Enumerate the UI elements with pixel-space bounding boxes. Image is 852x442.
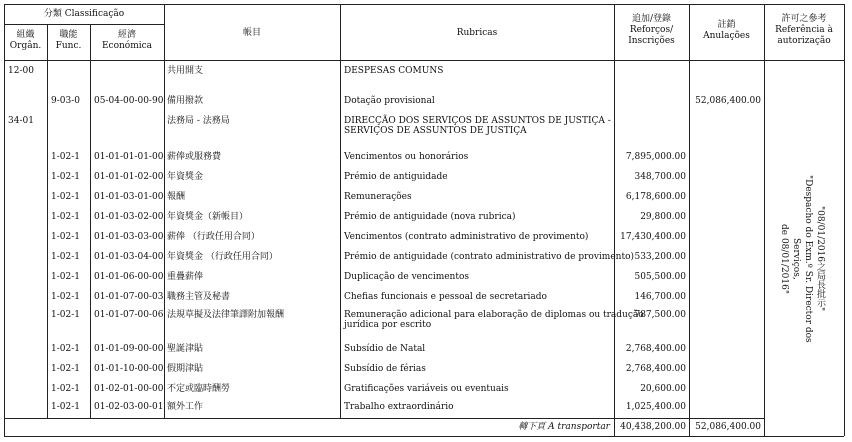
cell-rubrica-pt: DIRECÇÃO DOS SERVIÇOS DE ASSUNTOS DE JUSTIÇA -: [344, 116, 611, 126]
cell-funcional: 1-02-1: [51, 152, 80, 162]
cell-rubrica-pt-cont: jurídica por escrito: [344, 320, 432, 330]
header-economica: 經濟 Económica: [101, 30, 153, 51]
cell-reforco: 20,600.00: [640, 384, 686, 394]
cell-rubrica-pt: DESPESAS COMUNS: [344, 66, 444, 76]
cell-reforco: 787,500.00: [634, 310, 686, 320]
cell-reforco: 17,430,400.00: [620, 232, 686, 242]
cell-funcional: 9-03-0: [51, 96, 80, 106]
header-reforcos: 追加/登錄 Reforços/ Inscrições: [628, 14, 675, 46]
cell-organica: 12-00: [8, 66, 34, 76]
cell-funcional: 1-02-1: [51, 344, 80, 354]
transport-reforco-total: 40,438,200.00: [620, 422, 686, 432]
cell-economica: 01-02-01-00-00: [94, 384, 164, 394]
cell-economica: 01-01-07-00-03: [94, 292, 164, 302]
budget-table: [4, 4, 844, 436]
header-classificacao: 分類 Classificação: [43, 9, 125, 19]
cell-funcional: 1-02-1: [51, 310, 80, 320]
cell-economica: 01-01-03-03-00: [94, 232, 164, 242]
cell-rubrica-cn: 職務主管及秘書: [167, 292, 231, 302]
cell-economica: 01-01-03-04-00: [94, 252, 164, 262]
header-anulacoes: 註銷 Anulações: [703, 20, 750, 41]
cell-reforco: 29,800.00: [640, 212, 686, 222]
cell-rubrica-cn: 薪俸 （行政任用合同）: [167, 232, 260, 242]
cell-funcional: 1-02-1: [51, 364, 80, 374]
header-rubrica-cn: 帳目: [242, 28, 261, 38]
cell-organica: 34-01: [8, 116, 34, 126]
cell-rubrica-pt: Trabalho extraordinário: [344, 402, 454, 412]
cell-reforco: 2,768,400.00: [625, 344, 686, 354]
cell-economica: 01-01-01-02-00: [94, 172, 164, 182]
cell-rubrica-pt: Vencimentos ou honorários: [344, 152, 469, 162]
cell-reforco: 6,178,600.00: [625, 192, 686, 202]
cell-rubrica-pt: Remunerações: [344, 192, 412, 202]
cell-reforco: 1,025,400.00: [625, 402, 686, 412]
cell-economica: 01-01-01-01-00: [94, 152, 164, 162]
cell-rubrica-pt: Duplicação de vencimentos: [344, 272, 470, 282]
header-rubrica-pt: Rubricas: [456, 28, 498, 38]
cell-rubrica-cn: 備用撥款: [167, 96, 204, 106]
authorization-reference: "08/01/2016之局長批示" "Despacho do Exm.º Sr. Director dos Serviços, de 08/01/2016": [779, 175, 825, 343]
cell-rubrica-pt: Remuneração adicional para elaboração de diplomas ou tradução: [344, 310, 644, 320]
cell-rubrica-pt: Subsídio de férias: [344, 364, 426, 374]
cell-funcional: 1-02-1: [51, 384, 80, 394]
cell-economica: 01-01-03-02-00: [94, 212, 164, 222]
cell-rubrica-cn: 重疊薪俸: [167, 272, 204, 282]
header-organica: 組織 Orgân.: [9, 30, 42, 51]
cell-rubrica-cn: 年資獎金: [167, 172, 204, 182]
cell-rubrica-cn: 報酬: [167, 192, 186, 202]
cell-rubrica-cn: 薪俸或服務費: [167, 152, 222, 162]
cell-funcional: 1-02-1: [51, 172, 80, 182]
cell-economica: 01-01-06-00-00: [94, 272, 164, 282]
cell-rubrica-pt: Prémio de antiguidade (nova rubrica): [344, 212, 516, 222]
cell-funcional: 1-02-1: [51, 212, 80, 222]
cell-funcional: 1-02-1: [51, 192, 80, 202]
cell-reforco: 533,200.00: [634, 252, 686, 262]
cell-economica: 01-01-10-00-00: [94, 364, 164, 374]
cell-funcional: 1-02-1: [51, 292, 80, 302]
cell-rubrica-cn: 共用開支: [167, 66, 204, 76]
cell-rubrica-cn: 聖誕津貼: [167, 344, 204, 354]
cell-reforco: 348,700.00: [634, 172, 686, 182]
cell-economica: 01-01-03-01-00: [94, 192, 164, 202]
cell-reforco: 505,500.00: [634, 272, 686, 282]
cell-funcional: 1-02-1: [51, 252, 80, 262]
cell-rubrica-cn: 額外工作: [167, 402, 204, 412]
header-referencia: 許可之參考 Referência à autorização: [775, 14, 833, 46]
cell-rubrica-pt: Prémio de antiguidade: [344, 172, 448, 182]
cell-rubrica-pt: Prémio de antiguidade (contrato administrativo de provimento): [344, 252, 635, 262]
cell-rubrica-pt: Vencimentos (contrato administrativo de provimento): [344, 232, 589, 242]
cell-economica: 01-02-03-00-01: [94, 402, 164, 412]
cell-funcional: 1-02-1: [51, 272, 80, 282]
transport-anulacao-total: 52,086,400.00: [695, 422, 761, 432]
cell-reforco: 2,768,400.00: [625, 364, 686, 374]
cell-reforco: 7,895,000.00: [625, 152, 686, 162]
cell-funcional: 1-02-1: [51, 232, 80, 242]
cell-anulacao: 52,086,400.00: [695, 96, 761, 106]
cell-rubrica-pt: Subsídio de Natal: [344, 344, 426, 354]
cell-rubrica-pt: Gratificações variáveis ou eventuais: [344, 384, 509, 394]
cell-reforco: 146,700.00: [634, 292, 686, 302]
cell-rubrica-cn: 假期津貼: [167, 364, 204, 374]
cell-rubrica-cn: 年資獎金（新帳目）: [167, 212, 249, 222]
cell-funcional: 1-02-1: [51, 402, 80, 412]
cell-rubrica-cn: 法規草擬及法律筆譯附加報酬: [167, 310, 285, 320]
header-funcional: 職能 Func.: [55, 30, 82, 51]
cell-rubrica-pt: Chefias funcionais e pessoal de secretariado: [344, 292, 547, 302]
cell-rubrica-pt: Dotação provisional: [344, 96, 435, 106]
cell-economica: 01-01-09-00-00: [94, 344, 164, 354]
transport-label: 轉下頁 A transportar: [518, 422, 610, 432]
cell-rubrica-cn: 不定或臨時酬勞: [167, 384, 231, 394]
cell-economica: 01-01-07-00-06: [94, 310, 164, 320]
cell-rubrica-cn: 年資獎金 （行政任用合同）: [167, 252, 278, 262]
cell-rubrica-pt-cont: SERVIÇOS DE ASSUNTOS DE JUSTIÇA: [344, 126, 527, 136]
cell-economica: 05-04-00-00-90: [94, 96, 164, 106]
cell-rubrica-cn: 法務局 - 法務局: [167, 116, 230, 126]
